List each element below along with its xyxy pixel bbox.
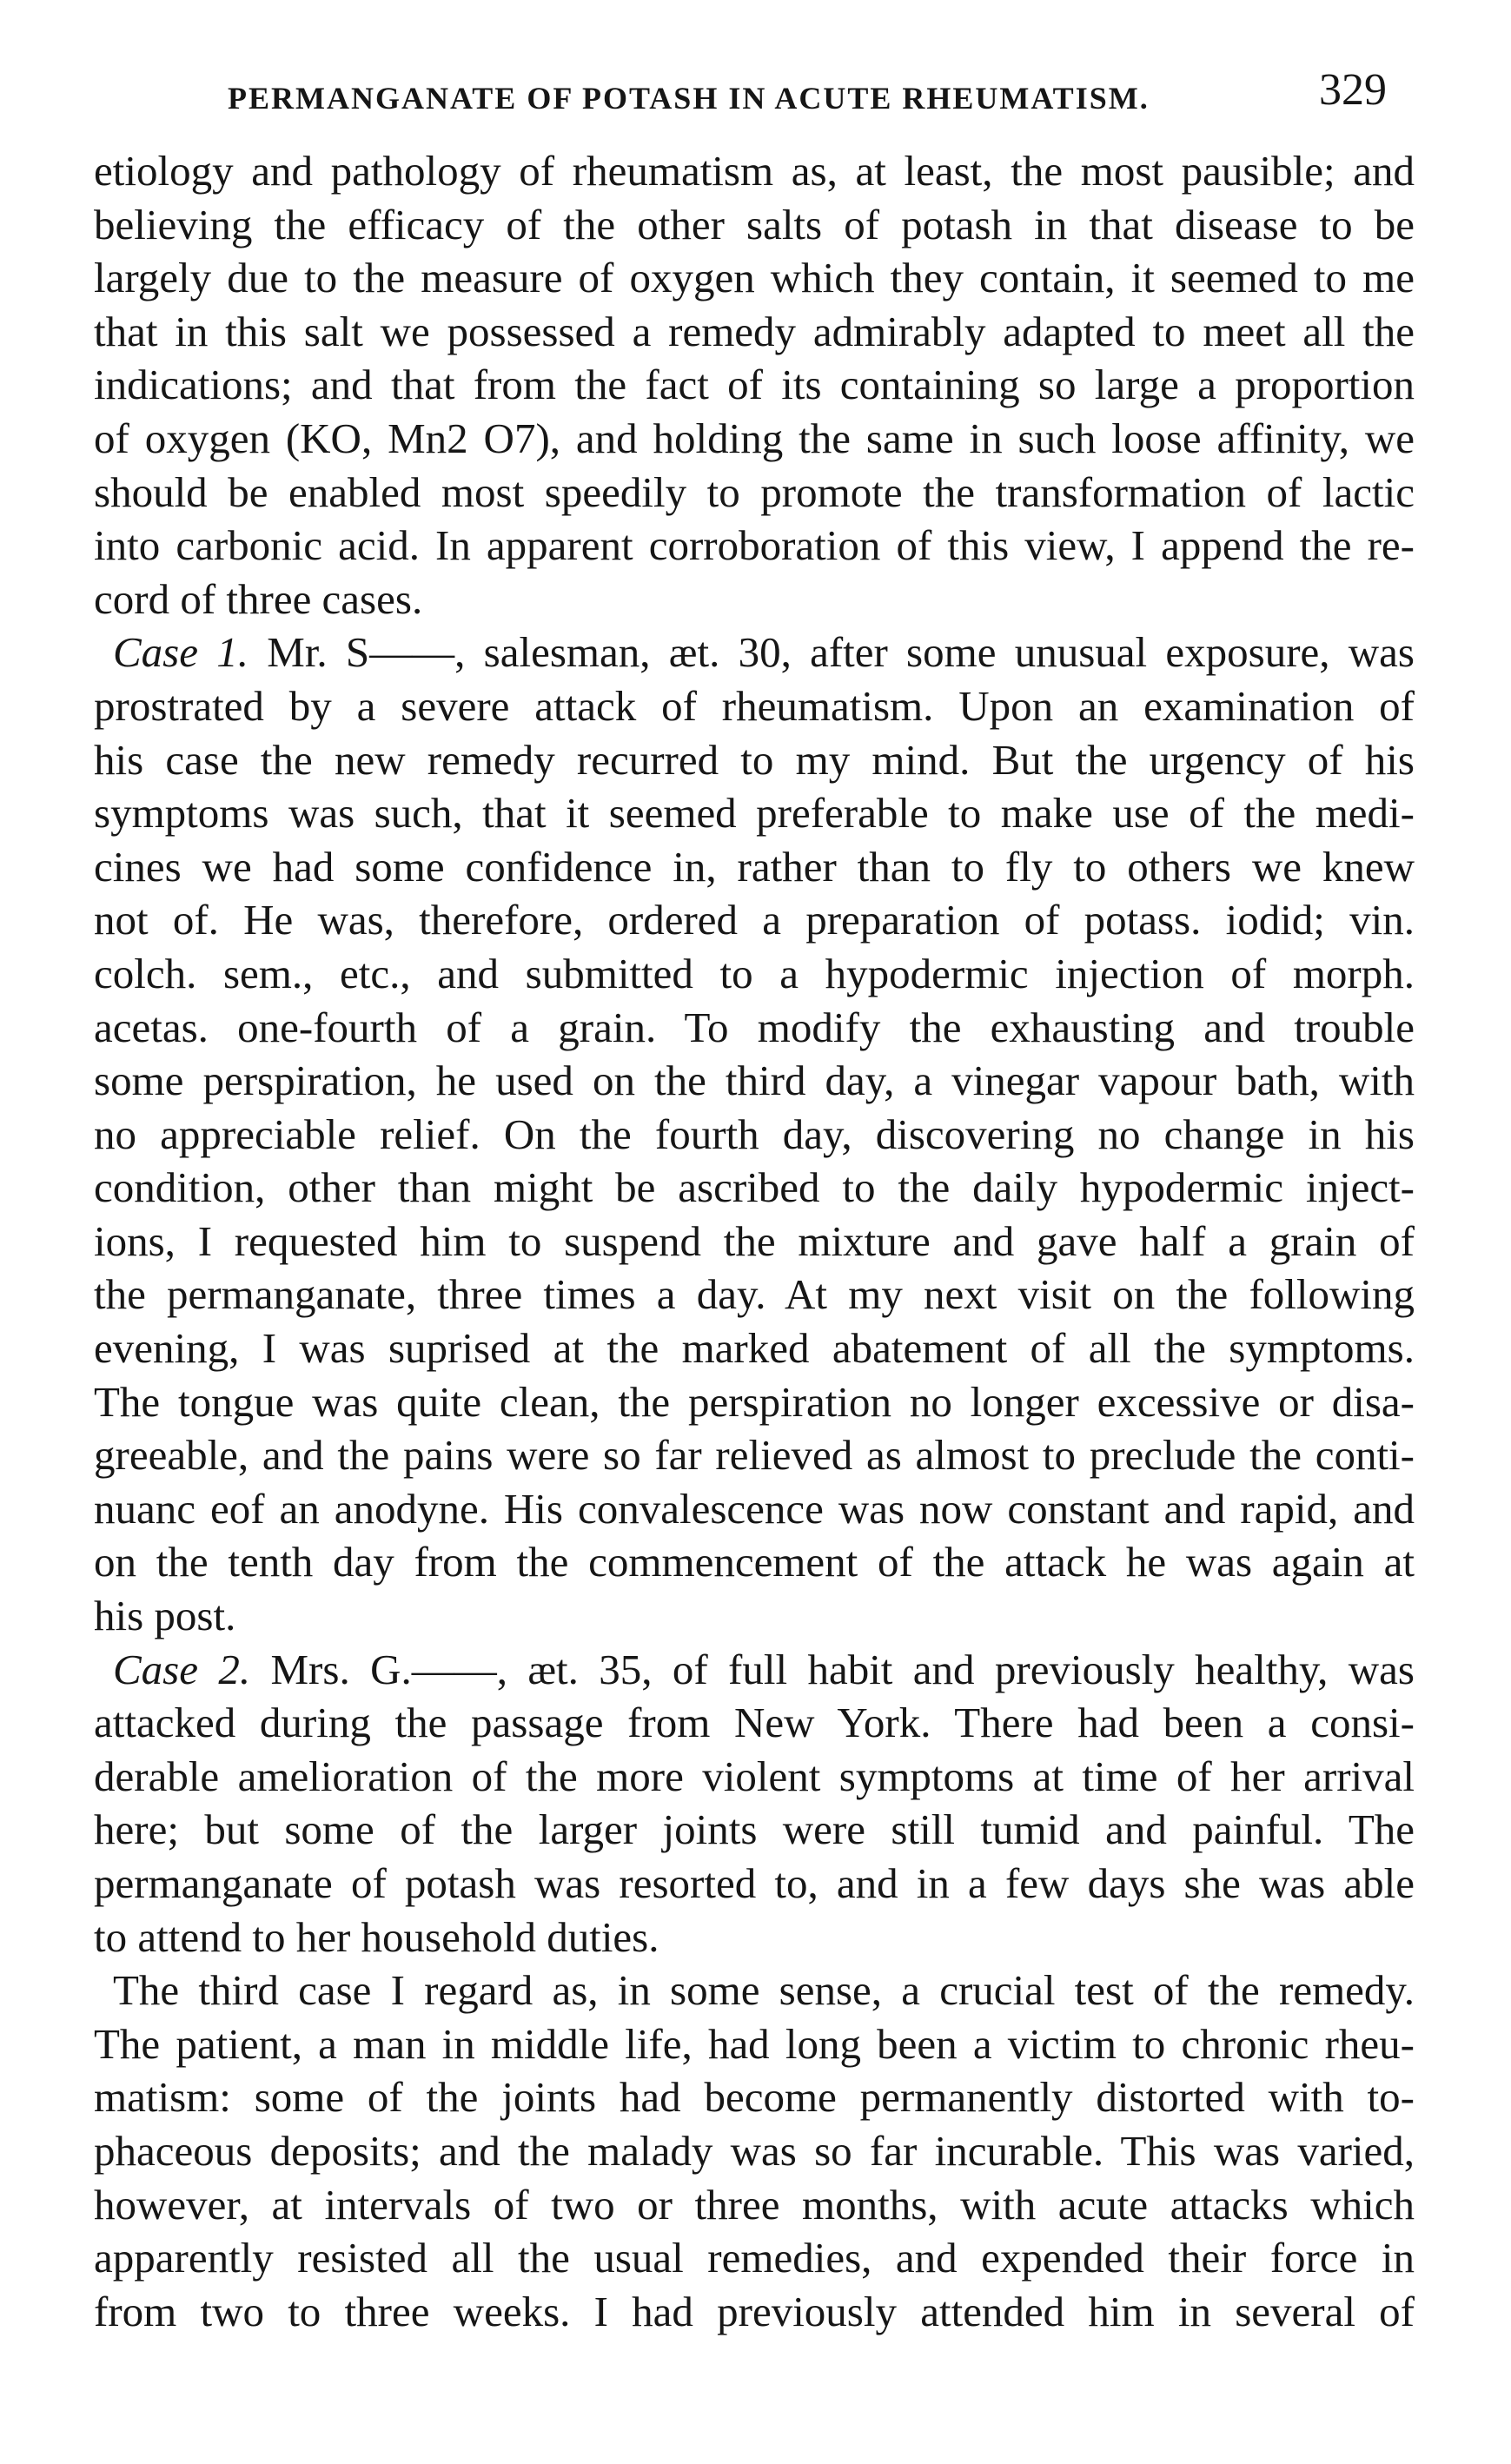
- text-line: cines we had some confidence in, rather than to fly to others we knew: [94, 842, 1415, 891]
- text-line: acetas. one-fourth of a grain. To modify the exhausting and trouble: [94, 1003, 1415, 1051]
- paragraph-case-2: [94, 1643, 1415, 1964]
- text-line: on the tenth day from the commencement of the attack he was again at: [94, 1538, 1415, 1586]
- text-line: here; but some of the larger joints were still tumid and painful. The: [94, 1805, 1415, 1854]
- text-line: colch. sem., etc., and submitted to a hypodermic injection of morph.: [94, 949, 1415, 997]
- text-run: Mrs. G.——, æt. 35, of full habit and previously healthy, was: [250, 1645, 1415, 1693]
- text-line: should be enabled most speedily to promote the transformation of lactic: [94, 467, 1415, 516]
- paragraph-case-1: [94, 626, 1415, 1642]
- text-line: matism: some of the joints had become permanently distorted with to-: [94, 2073, 1415, 2122]
- text-line: nuanc eof an anodyne. His convalescence was now constant and rapid, and: [94, 1484, 1415, 1533]
- case-1-label: Case 1.: [113, 628, 249, 677]
- text-line: not of. He was, therefore, ordered a preparation of potass. iodid; vin.: [94, 896, 1415, 944]
- text-line: however, at intervals of two or three months, with acute attacks which: [94, 2180, 1415, 2229]
- text-line: believing the efficacy of the other salts of potash in that disease to be: [94, 200, 1415, 248]
- text-line: phaceous deposits; and the malady was so far incurable. This was varied,: [94, 2126, 1415, 2175]
- text-line: greeable, and the pains were so far relieved as almost to preclude the conti-: [94, 1431, 1415, 1480]
- text-line: his case the new remedy recurred to my mind. But the urgency of his: [94, 735, 1415, 784]
- text-line: permanganate of potash was resorted to, and in a few days she was able: [94, 1859, 1415, 1907]
- paragraph-etiology: [94, 144, 1415, 626]
- text-run: Mr. S——, salesman, æt. 30, after some unusual exposure, was: [249, 628, 1415, 677]
- text-line: The patient, a man in middle life, had long been a victim to chronic rheu-: [94, 2019, 1415, 2068]
- text-line: no appreciable relief. On the fourth day, discovering no change in his: [94, 1109, 1415, 1158]
- text-line: The tongue was quite clean, the perspiration no longer excessive or disa-: [94, 1377, 1415, 1426]
- case-2-label: Case 2.: [113, 1645, 251, 1693]
- text-line: derable amelioration of the more violent symptoms at time of her arrival: [94, 1752, 1415, 1800]
- text-line: The third case I regard as, in some sense, a crucial test of the remedy.: [113, 1966, 1415, 2015]
- text-line: largely due to the measure of oxygen which they contain, it seemed to me: [94, 254, 1415, 302]
- text-line: evening, I was suprised at the marked abatement of all the symptoms.: [94, 1324, 1415, 1373]
- paragraph-third-case: [94, 1964, 1415, 2338]
- text-line: condition, other than might be ascribed to the daily hypodermic inject-: [94, 1163, 1415, 1212]
- text-line: of oxygen (KO, Mn2 O7), and holding the same in such loose affinity, we: [94, 414, 1415, 462]
- page-number: 329: [1319, 65, 1387, 115]
- body-text: [94, 144, 1415, 2338]
- text-line: that in this salt we possessed a remedy admirably adapted to meet all the: [94, 307, 1415, 355]
- text-line: etiology and pathology of rheumatism as, at least, the most pausible; and: [94, 147, 1415, 195]
- text-line: his post.: [94, 1592, 236, 1640]
- text-line: the permanganate, three times a day. At my next visit on the following: [94, 1270, 1415, 1319]
- text-line: cord of three cases.: [94, 574, 423, 623]
- text-line: symptoms was such, that it seemed preferable to make use of the medi-: [94, 789, 1415, 838]
- text-line: prostrated by a severe attack of rheumatism. Upon an examination of: [94, 681, 1415, 730]
- text-line: to attend to her household duties.: [94, 1912, 659, 1961]
- text-line: from two to three weeks. I had previously attended him in several of: [94, 2287, 1415, 2335]
- running-title: PERMANGANATE OF POTASH IN ACUTE RHEUMATISM.: [228, 81, 1150, 116]
- text-line: [94, 626, 1415, 679]
- text-line: [94, 1643, 1415, 1697]
- text-line: attacked during the passage from New York. There had been a consi-: [94, 1699, 1415, 1747]
- text-line: ions, I requested him to suspend the mixture and gave half a grain of: [94, 1216, 1415, 1265]
- text-line: apparently resisted all the usual remedies, and expended their force in: [94, 2234, 1415, 2282]
- text-line: some perspiration, he used on the third day, a vinegar vapour bath, with: [94, 1056, 1415, 1105]
- text-line: indications; and that from the fact of its containing so large a proportion: [94, 361, 1415, 409]
- text-line: into carbonic acid. In apparent corroboration of this view, I append the re-: [94, 521, 1415, 570]
